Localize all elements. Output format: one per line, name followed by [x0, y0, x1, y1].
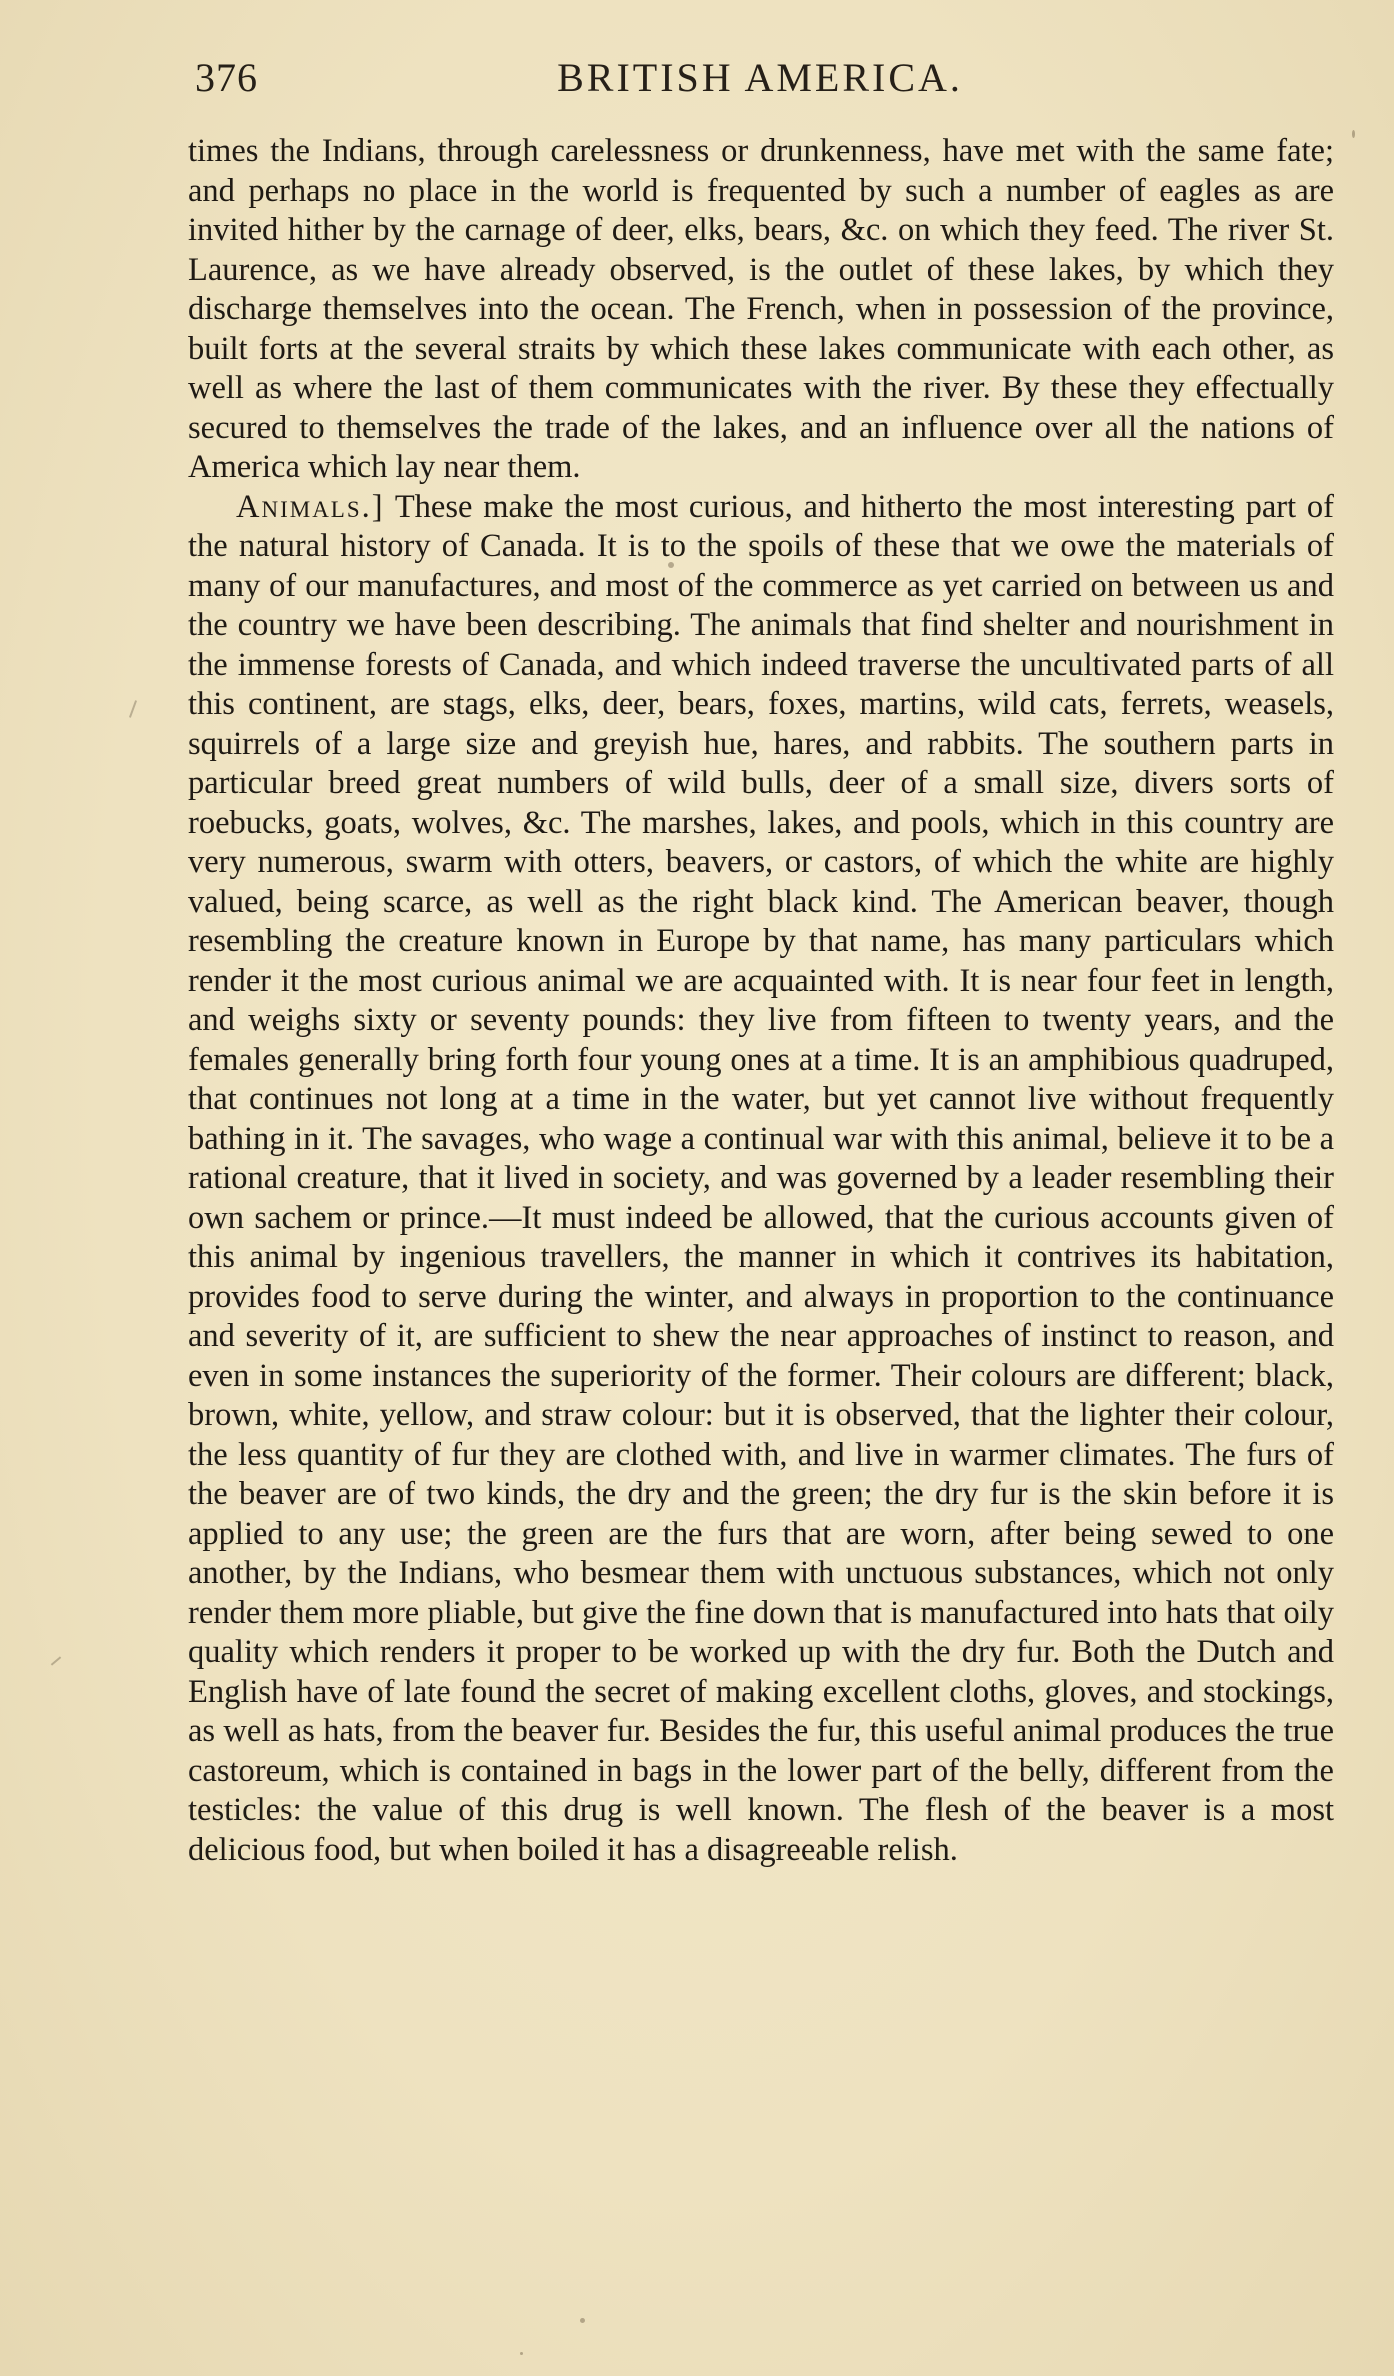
paragraph-continued: times the Indians, through carelessness or drunkenness, have met with the same fate; and perhaps no place in the world is frequented by such a number of eagles as are invited hither by the carnage of deer, elks, bears, &c. on which they feed. The river St. Laurence, as we have already observed, is the outlet of these lakes, by which they discharge themselves into the ocean. The French, when in possession of the province, built forts at the several straits by which these lakes communicate with each other, as well as where the last of them communicates with the river. By these they effectually secured to themselves the trade of the lakes, and an influence over all the nations of America which lay near them.: [188, 133, 1334, 485]
print-speck: [520, 2352, 523, 2355]
running-head: BRITISH AMERICA.: [557, 55, 963, 100]
margin-mark: [129, 700, 137, 718]
print-speck: [668, 562, 674, 568]
side-heading-animals: Animals.]: [236, 488, 385, 525]
page-number: 376: [195, 55, 258, 100]
paragraph-animals-text: These make the most curious, and hitherto the most interesting part of the natural history of Canada. It is to the spoils of these that we owe the materials of many of our manufactures, and most of the commerce as yet carried on between us and the country we have been describing. The animals that find shelter and nourishment in the immense forests of Canada, and which indeed traverse the uncultivated parts of all this continent, are stags, elks, deer, bears, foxes, martins, wild cats, ferrets, weasels, squirrels of a large size and greyish hue, hares, and rabbits. The southern parts in particular breed great numbers of wild bulls, deer of a small size, divers sorts of roebucks, goats, wolves, &c. The marshes, lakes, and pools, which in this country are very numerous, swarm with otters, beavers, or castors, of which the white are highly valued, being scarce, as well as the right black kind. The American beaver, though resembling the creature known in Europe by that name, has many particulars which render it the most curious animal we are acquainted with. It is near four feet in length, and weighs sixty or seventy pounds: they live from fifteen to twenty years, and the females generally bring forth four young ones at a time. It is an amphibious quadruped, that continues not long at a time in the water, but yet cannot live without frequently bathing in it. The savages, who wage a continual war with this animal, believe it to be a rational creature, that it lived in society, and was governed by a leader resembling their own sachem or prince.—It must indeed be allowed, that the curious accounts given of this animal by ingenious travellers, the manner in which it contrives its habitation, provides food to serve during the winter, and always in proportion to the continuance and severity of it, are sufficient to shew the near approaches of instinct to reason, and even in some instances the superiority of the former. Their colours are different; black, brown, white, yellow, and straw colour: but it is observed, that the lighter their colour, the less quantity of fur they are clothed with, and live in warmer climates. The furs of the beaver are of two kinds, the dry and the green; the dry fur is the skin before it is applied to any use; the green are the furs that are worn, after being sewed to one another, by the Indians, who besmear them with unctuous substances, which not only render them more pliable, but give the fine down that is manufactured into hats that oily quality which renders it proper to be worked up with the dry fur. Both the Dutch and English have of late found the secret of making excellent cloths, gloves, and stockings, as well as hats, from the beaver fur. Besides the fur, this useful animal produces the true castoreum, which is contained in bags in the lower part of the belly, different from the testicles: the value of this drug is well known. The flesh of the beaver is a most delicious food, but when boiled it has a disagreeable relish.: [188, 488, 1334, 1868]
paragraph-animals: [188, 488, 1334, 1871]
print-speck: [580, 2318, 585, 2323]
page-header: [195, 54, 1325, 114]
margin-mark: [51, 1656, 61, 1665]
body-text: [188, 132, 1334, 1870]
print-speck: [1352, 130, 1355, 138]
